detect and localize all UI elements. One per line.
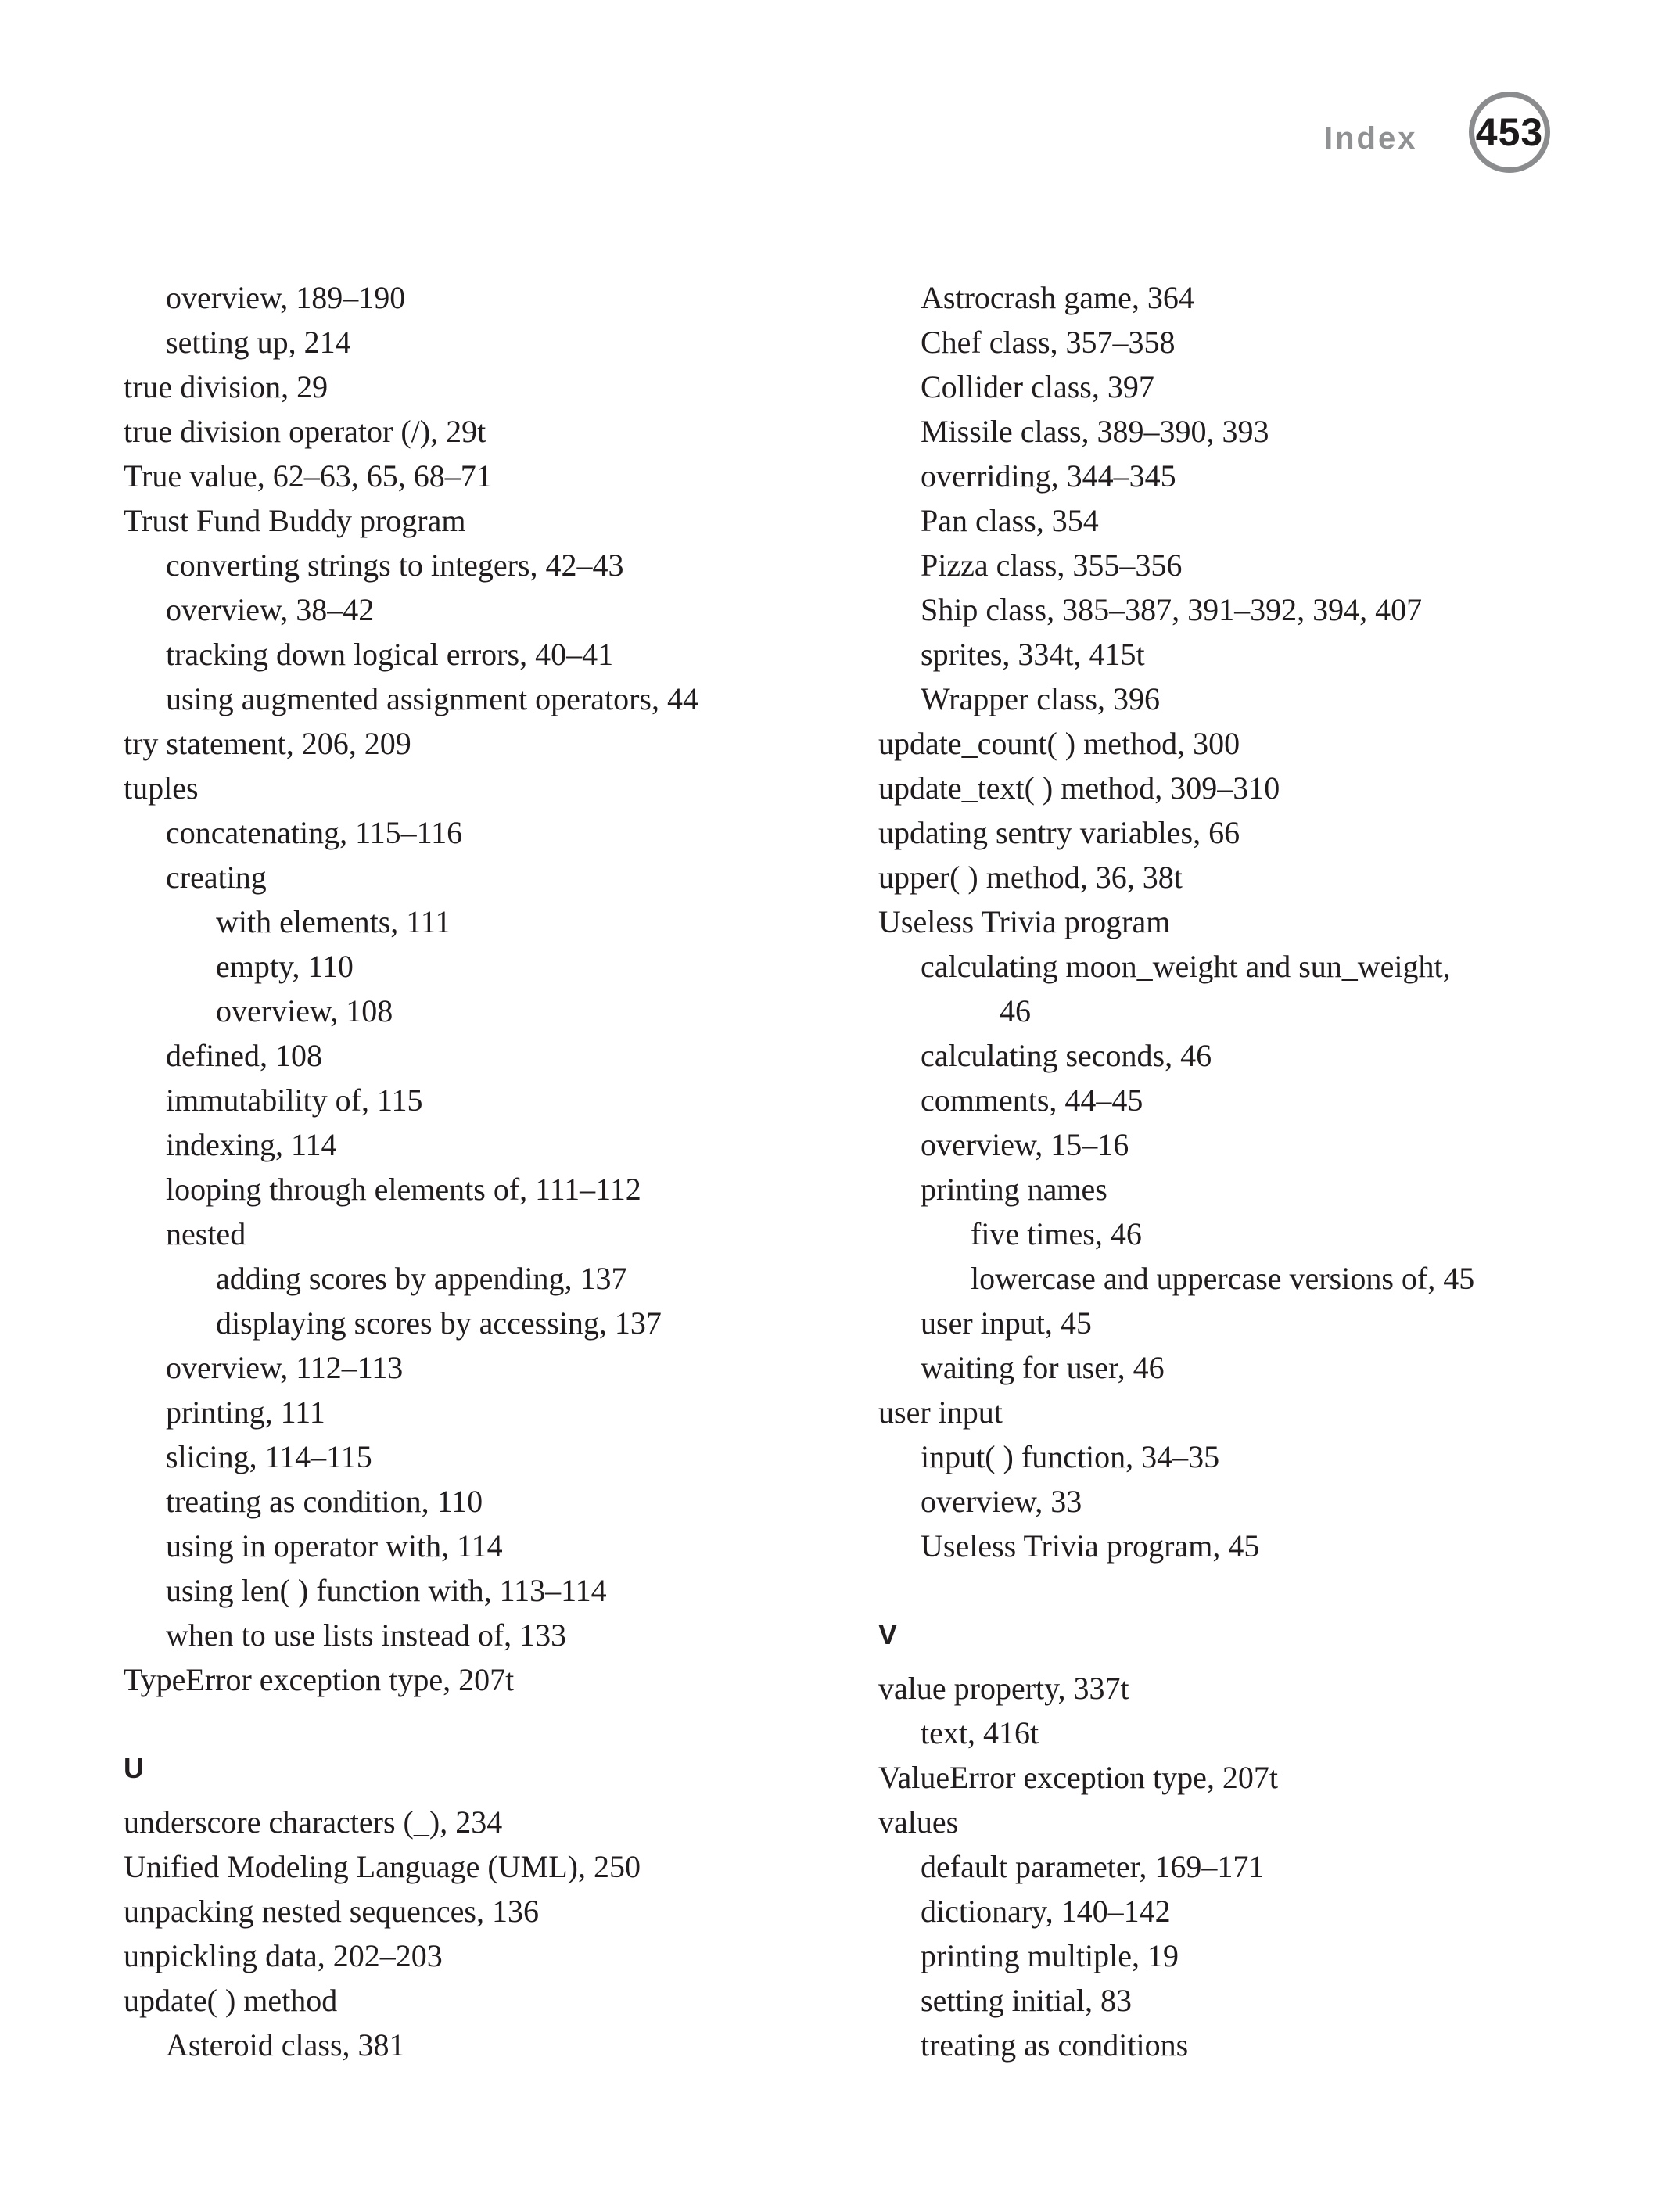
page-number: 453 [1475,110,1544,154]
index-entry: calculating seconds, 46 [921,1038,1212,1073]
index-entry: calculating moon_weight and sun_weight, [921,949,1451,984]
index-entry: immutability of, 115 [166,1082,423,1118]
index-entry: tracking down logical errors, 40–41 [166,637,614,672]
index-entry: Wrapper class, 396 [921,681,1161,716]
index-entry: Pizza class, 355–356 [921,548,1183,583]
index-entry: underscore characters (_), 234 [124,1804,503,1840]
index-entry: overview, 38–42 [166,592,375,627]
index-entry: ValueError exception type, 207t [878,1760,1278,1795]
page-number-badge [1469,92,1550,173]
index-entry: displaying scores by accessing, 137 [216,1305,662,1341]
index-entry: empty, 110 [216,949,354,984]
index-entry: printing multiple, 19 [921,1938,1179,1973]
index-entry: overview, 33 [921,1484,1082,1519]
index-entry: looping through elements of, 111–112 [166,1172,641,1207]
running-head: Index [1324,121,1418,156]
index-entry: Collider class, 397 [921,369,1154,404]
index-entry: update_count( ) method, 300 [878,726,1240,761]
index-entry: Unified Modeling Language (UML), 250 [124,1849,641,1884]
index-entry: five times, 46 [971,1216,1142,1251]
index-column-right [878,275,1676,2067]
index-entry: indexing, 114 [166,1127,337,1162]
index-entry: TypeError exception type, 207t [124,1662,515,1697]
index-entry: lowercase and uppercase versions of, 45 [971,1261,1475,1296]
index-entry: printing, 111 [166,1395,325,1430]
index-entry: text, 416t [921,1715,1039,1750]
index-entry: treating as conditions [921,2027,1189,2063]
index-entry: True value, 62–63, 65, 68–71 [124,458,492,494]
index-entry: Pan class, 354 [921,503,1099,538]
index-entry: tuples [124,770,199,806]
index-entry: Asteroid class, 381 [166,2027,405,2063]
index-entry: Useless Trivia program [878,904,1171,939]
index-entry: Astrocrash game, 364 [921,280,1194,315]
index-entry: concatenating, 115–116 [166,815,463,850]
index-entry: nested [166,1216,246,1251]
index-entry: setting initial, 83 [921,1983,1132,2018]
index-entry: printing names [921,1172,1107,1207]
index-entry: true division, 29 [124,369,328,404]
index-entry: overview, 112–113 [166,1350,404,1385]
index-entry: try statement, 206, 209 [124,726,411,761]
index-entry: overview, 15–16 [921,1127,1129,1162]
index-entry: Ship class, 385–387, 391–392, 394, 407 [921,592,1423,627]
index-entry: unpickling data, 202–203 [124,1938,443,1973]
index-entry: comments, 44–45 [921,1082,1143,1118]
index-entry: waiting for user, 46 [921,1350,1165,1385]
index-entry: adding scores by appending, 137 [216,1261,627,1296]
index-entry: defined, 108 [166,1038,322,1073]
index-entry: user input [878,1395,1003,1430]
index-entry: Chef class, 357–358 [921,325,1176,360]
section-heading-v: V [878,1618,899,1650]
index-entry: overview, 189–190 [166,280,406,315]
index-entry: user input, 45 [921,1305,1092,1341]
index-entry: using len( ) function with, 113–114 [166,1573,607,1608]
index-entry: true division operator (/), 29t [124,414,486,449]
index-entry: values [878,1804,959,1840]
index-entry: when to use lists instead of, 133 [166,1617,567,1653]
index-entry: unpacking nested sequences, 136 [124,1894,539,1929]
index-entry: overriding, 344–345 [921,458,1176,494]
index-entry: treating as condition, 110 [166,1484,483,1519]
index-entry: input( ) function, 34–35 [921,1439,1220,1474]
index-entry: 46 [1000,993,1031,1029]
index-entry: using augmented assignment operators, 44 [166,681,698,716]
index-entry: default parameter, 169–171 [921,1849,1265,1884]
index-entry: setting up, 214 [166,325,351,360]
index-column-left [124,275,878,2067]
index-entry: creating [166,860,267,895]
index-entry: using in operator with, 114 [166,1528,503,1564]
index-entry: dictionary, 140–142 [921,1894,1171,1929]
index-entry: upper( ) method, 36, 38t [878,860,1183,895]
index-entry: overview, 108 [216,993,393,1029]
index-entry: updating sentry variables, 66 [878,815,1240,850]
index-entry: Trust Fund Buddy program [124,503,466,538]
index-entry: Missile class, 389–390, 393 [921,414,1269,449]
index-entry: value property, 337t [878,1671,1129,1706]
index-entry: update_text( ) method, 309–310 [878,770,1280,806]
index-entry: sprites, 334t, 415t [921,637,1145,672]
index-entry: Useless Trivia program, 45 [921,1528,1260,1564]
index-entry: update( ) method [124,1983,338,2018]
index-entry: slicing, 114–115 [166,1439,372,1474]
index-entry: converting strings to integers, 42–43 [166,548,624,583]
section-heading-u: U [124,1752,145,1784]
index-entry: with elements, 111 [216,904,451,939]
